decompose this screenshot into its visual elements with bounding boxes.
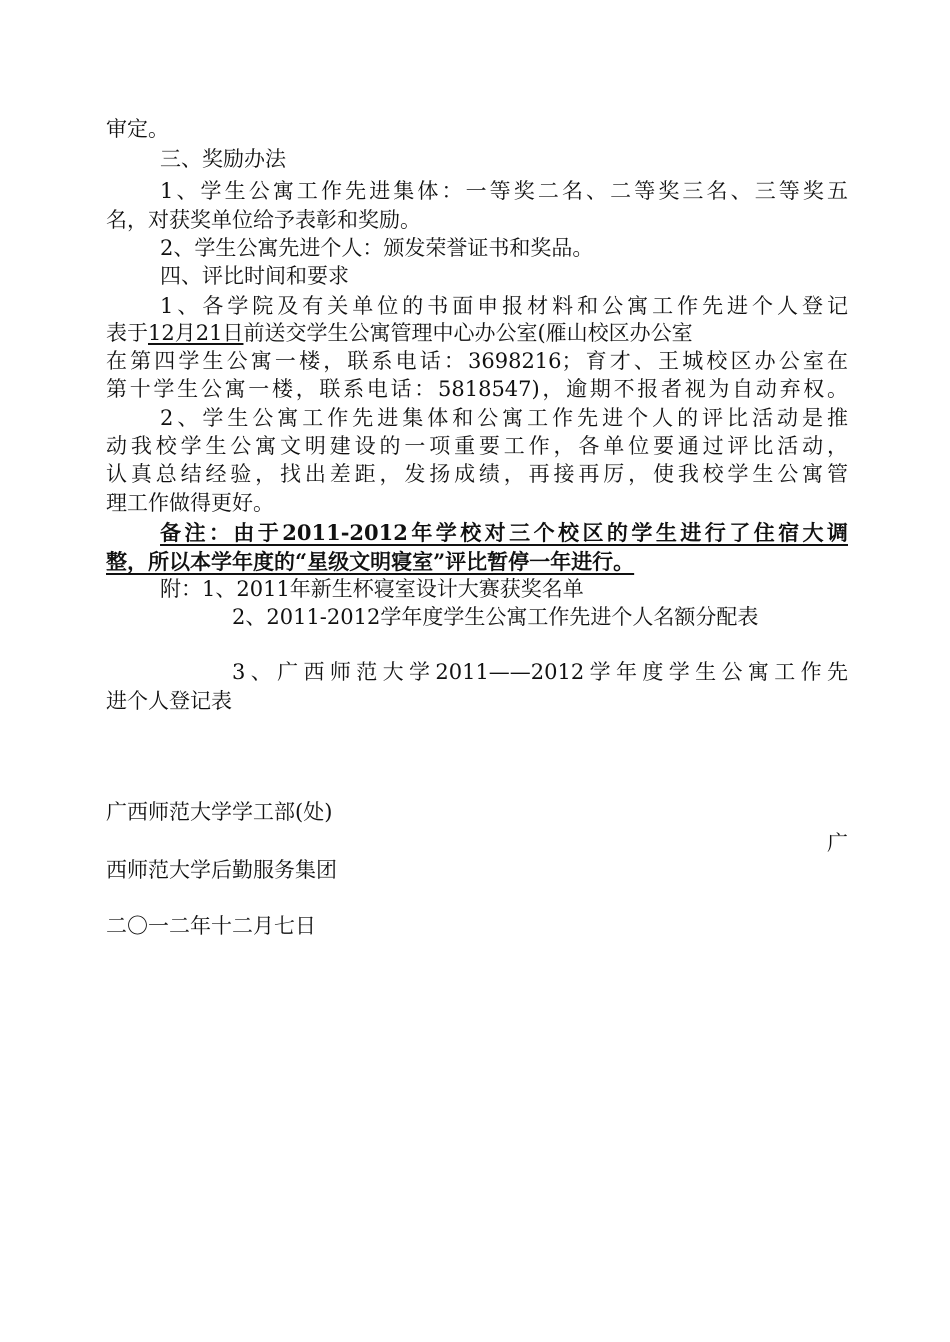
text-line: 审定。 xyxy=(106,117,169,141)
text-line: 1、学生公寓工作先进集体：一等奖二名、二等奖三名、三等奖五 xyxy=(160,179,848,203)
text-fragment: 前送交学生公寓管理中心办公室(雁山校区办公室 xyxy=(243,321,693,345)
section-heading-schedule: 四、评比时间和要求 xyxy=(160,264,349,288)
signature-line: 广 xyxy=(827,831,848,855)
note-line: 备注：由于2011-2012年学校对三个校区的学生进行了住宿大调 xyxy=(160,520,848,545)
attachment-item: 附：1、2011年新生杯寝室设计大赛获奖名单 xyxy=(160,577,584,601)
document-date: 二〇一二年十二月七日 xyxy=(106,914,316,938)
deadline-date: 12月21日 xyxy=(148,321,244,345)
text-line: 理工作做得更好。 xyxy=(106,491,274,515)
attachment-item: 3、广西师范大学2011——2012学年度学生公寓工作先 xyxy=(232,660,848,684)
section-heading-awards: 三、奖励办法 xyxy=(160,147,286,171)
text-fragment: 表于 xyxy=(106,321,148,345)
signature-line: 西师范大学后勤服务集团 xyxy=(106,858,337,882)
text-line: 动我校学生公寓文明建设的一项重要工作，各单位要通过评比活动， xyxy=(106,434,848,458)
text-line: 1、各学院及有关单位的书面申报材料和公寓工作先进个人登记 xyxy=(160,294,848,318)
text-line: 名，对获奖单位给予表彰和奖励。 xyxy=(106,208,421,232)
note-line: 整，所以本学年度的“星级文明寝室”评比暂停一年进行。 xyxy=(106,549,635,574)
signature-line: 广西师范大学学工部(处) xyxy=(106,800,333,824)
text-line: 2、学生公寓工作先进集体和公寓工作先进个人的评比活动是推 xyxy=(160,406,848,430)
text-line: 在第四学生公寓一楼，联系电话：3698216；育才、王城校区办公室在 xyxy=(106,349,848,373)
text-line: 2、学生公寓先进个人：颁发荣誉证书和奖品。 xyxy=(160,236,594,260)
attachment-item: 进个人登记表 xyxy=(106,689,232,713)
text-line: 认真总结经验，找出差距，发扬成绩，再接再厉，使我校学生公寓管 xyxy=(106,462,848,486)
attachment-item: 2、2011-2012学年度学生公寓工作先进个人名额分配表 xyxy=(232,605,759,629)
text-line: 第十学生公寓一楼，联系电话：5818547)，逾期不报者视为自动弃权。 xyxy=(106,377,848,401)
